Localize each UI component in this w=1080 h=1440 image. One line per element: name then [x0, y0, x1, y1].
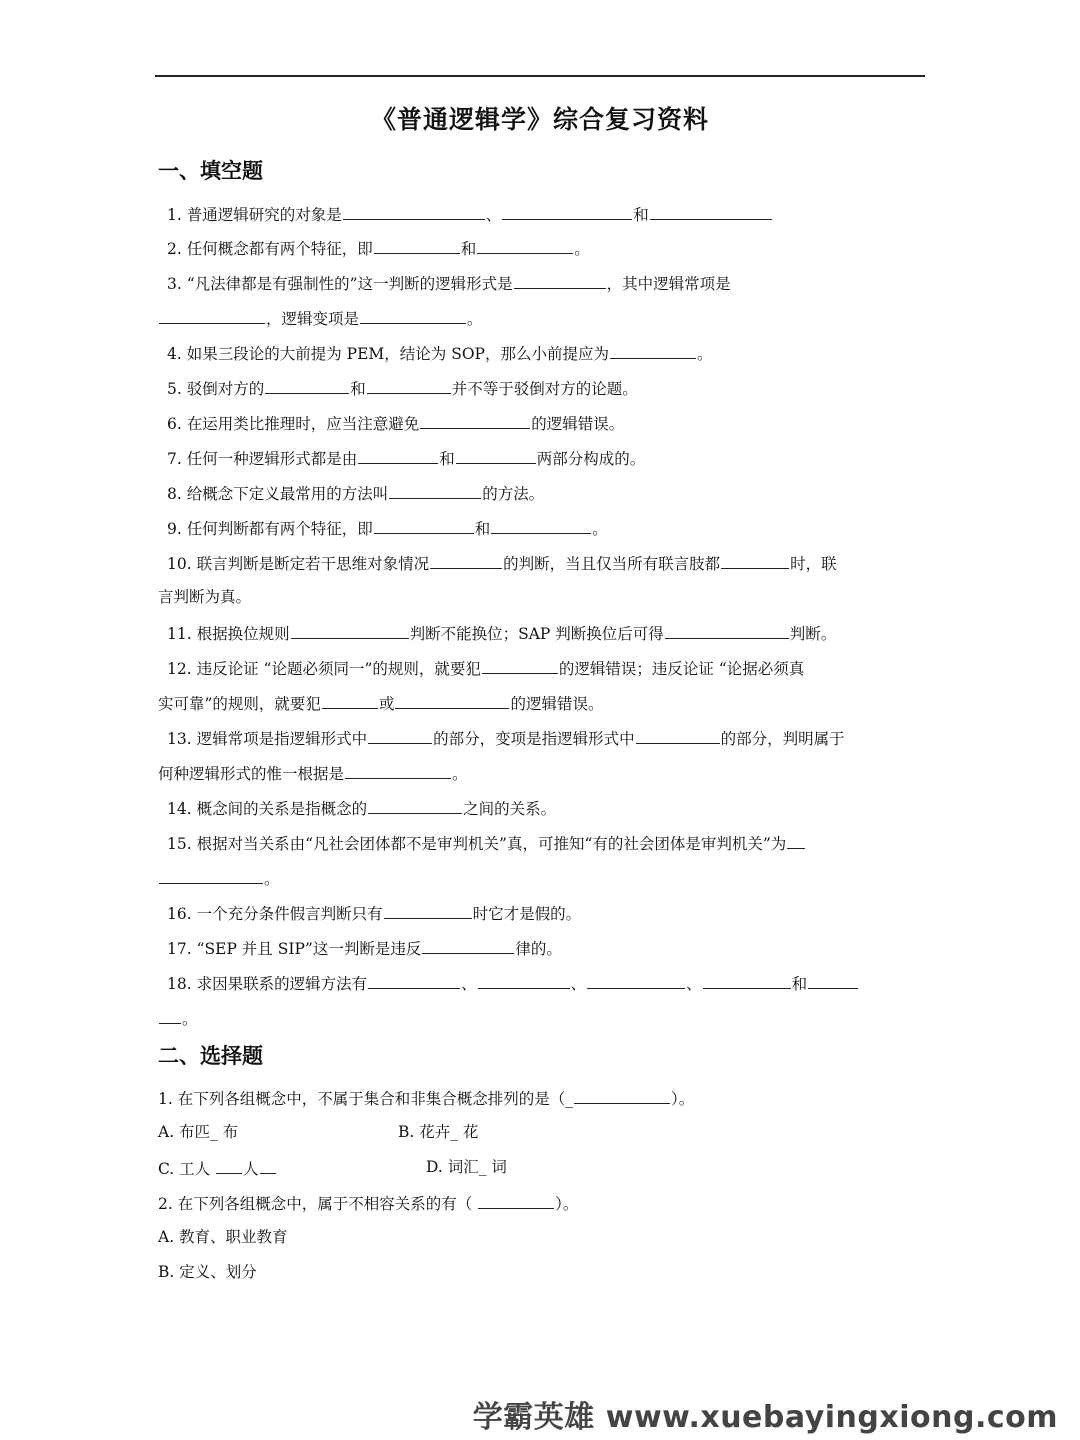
- section-heading-fill-blank: 一、填空题: [158, 159, 263, 183]
- answer-blank[interactable]: [610, 342, 696, 359]
- fill-q17: 17. “SEP 并且 SIP”这一判断是违反 律的。: [158, 937, 933, 959]
- choice-q1-row2: [158, 1157, 924, 1179]
- answer-blank[interactable]: [478, 972, 570, 989]
- answer-blank[interactable]: [358, 447, 438, 464]
- choice-q2-stem: 2. 在下列各组概念中，属于不相容关系的有（ ）。: [158, 1192, 924, 1214]
- option-c[interactable]: C. 工人 人: [158, 1160, 277, 1178]
- option-a[interactable]: A. 布匹_ 布: [158, 1123, 239, 1141]
- choice-q1-row1: [158, 1122, 924, 1142]
- option-b[interactable]: B. 花卉_ 花: [398, 1123, 479, 1141]
- fill-q10: 10. 联言判断是断定若干思维对象情况 的判断，当且仅当所有联言肢都 时，联: [158, 552, 933, 574]
- answer-blank[interactable]: [360, 307, 466, 324]
- document-title: 《普通逻辑学》综合复习资料: [370, 105, 709, 134]
- answer-blank[interactable]: [808, 972, 858, 989]
- choice-q2-option-b: [158, 1262, 924, 1282]
- answer-blank[interactable]: [636, 727, 720, 744]
- answer-blank[interactable]: [502, 203, 632, 220]
- answer-blank[interactable]: [478, 1192, 554, 1209]
- answer-blank[interactable]: [650, 203, 772, 220]
- fill-q9: 9. 任何判断都有两个特征，即 和 。: [158, 517, 933, 539]
- fill-q15: 15. 根据对当关系由“凡社会团体都不是审判机关”真，可推知“有的社会团体是审判机关”为: [158, 832, 933, 854]
- fill-q5: 5. 驳倒对方的 和 并不等于驳倒对方的论题。: [158, 377, 933, 399]
- answer-blank[interactable]: [703, 972, 791, 989]
- answer-blank[interactable]: [384, 902, 472, 919]
- answer-blank[interactable]: [491, 517, 591, 534]
- fill-q7: 7. 任何一种逻辑形式都是由 和 两部分构成的。: [158, 447, 933, 469]
- answer-blank[interactable]: [456, 447, 536, 464]
- top-rule: [155, 75, 925, 77]
- answer-blank[interactable]: [159, 1007, 181, 1024]
- fill-q13: 13. 逻辑常项是指逻辑形式中 的部分，变项是指逻辑形式中 的部分，判明属于: [158, 727, 933, 749]
- answer-blank[interactable]: [430, 552, 502, 569]
- option-b[interactable]: B. 定义、划分: [158, 1263, 257, 1281]
- option-d[interactable]: D. 词汇_ 词: [426, 1158, 507, 1176]
- answer-blank[interactable]: [665, 622, 789, 639]
- fill-q18: 18. 求因果联系的逻辑方法有 、 、 、 和: [158, 972, 933, 994]
- watermark: 学霸英雄 www.xuebayingxiong.com: [472, 1400, 1058, 1435]
- fill-q8: 8. 给概念下定义最常用的方法叫 的方法。: [158, 482, 933, 504]
- answer-blank[interactable]: [343, 203, 485, 220]
- answer-blank[interactable]: [367, 377, 451, 394]
- answer-blank[interactable]: [574, 1087, 670, 1104]
- fill-q11: 11. 根据换位规则 判断不能换位；SAP 判断换位后可得 判断。: [158, 622, 933, 644]
- fill-q15-cont: 。: [158, 867, 924, 889]
- fill-q6: 6. 在运用类比推理时，应当注意避免 的逻辑错误。: [158, 412, 933, 434]
- answer-blank[interactable]: [159, 867, 263, 884]
- answer-blank[interactable]: [159, 307, 265, 324]
- answer-blank[interactable]: [787, 832, 805, 849]
- answer-blank[interactable]: [395, 692, 509, 709]
- answer-blank[interactable]: [368, 972, 460, 989]
- answer-blank[interactable]: [265, 377, 349, 394]
- answer-blank[interactable]: [368, 797, 462, 814]
- answer-blank[interactable]: [477, 237, 573, 254]
- fill-q18-cont: 。: [158, 1007, 924, 1029]
- fill-q14: 14. 概念间的关系是指概念的 之间的关系。: [158, 797, 933, 819]
- section-heading-multiple-choice: 二、选择题: [158, 1044, 263, 1068]
- fill-q12-cont: 实可靠”的规则，就要犯 或 的逻辑错误。: [158, 692, 924, 714]
- answer-blank[interactable]: [587, 972, 685, 989]
- answer-blank[interactable]: [482, 657, 558, 674]
- fill-q10-cont: 言判断为真。: [158, 588, 252, 606]
- fill-q13-cont: 何种逻辑形式的惟一根据是 。: [158, 762, 924, 784]
- answer-blank[interactable]: [422, 937, 514, 954]
- fill-q3-cont: ，逻辑变项是 。: [158, 307, 924, 329]
- answer-blank[interactable]: [389, 482, 481, 499]
- fill-q4: 4. 如果三段论的大前提为 PEM，结论为 SOP，那么小前提应为 。: [158, 342, 933, 364]
- answer-blank[interactable]: [721, 552, 789, 569]
- fill-q1: 1. 普通逻辑研究的对象是 、 和: [158, 203, 933, 225]
- answer-blank[interactable]: [368, 727, 432, 744]
- fill-q12: 12. 违反论证 “论题必须同一”的规则，就要犯 的逻辑错误；违反论证 “论据必须真: [158, 657, 933, 679]
- choice-q1-stem: 1. 在下列各组概念中，不属于集合和非集合概念排列的是（_ ）。: [158, 1087, 924, 1109]
- fill-q2: 2. 任何概念都有两个特征，即 和 。: [158, 237, 933, 259]
- answer-blank[interactable]: [514, 272, 606, 289]
- answer-blank[interactable]: [420, 412, 530, 429]
- answer-blank[interactable]: [374, 237, 460, 254]
- option-a[interactable]: A. 教育、职业教育: [158, 1228, 288, 1246]
- answer-blank[interactable]: [345, 762, 451, 779]
- fill-q16: 16. 一个充分条件假言判断只有 时它才是假的。: [158, 902, 933, 924]
- answer-blank[interactable]: [291, 622, 409, 639]
- fill-q3: 3. “凡法律都是有强制性的”这一判断的逻辑形式是 ，其中逻辑常项是: [158, 272, 933, 294]
- answer-blank[interactable]: [374, 517, 474, 534]
- choice-q2-option-a: [158, 1227, 924, 1247]
- answer-blank[interactable]: [322, 692, 378, 709]
